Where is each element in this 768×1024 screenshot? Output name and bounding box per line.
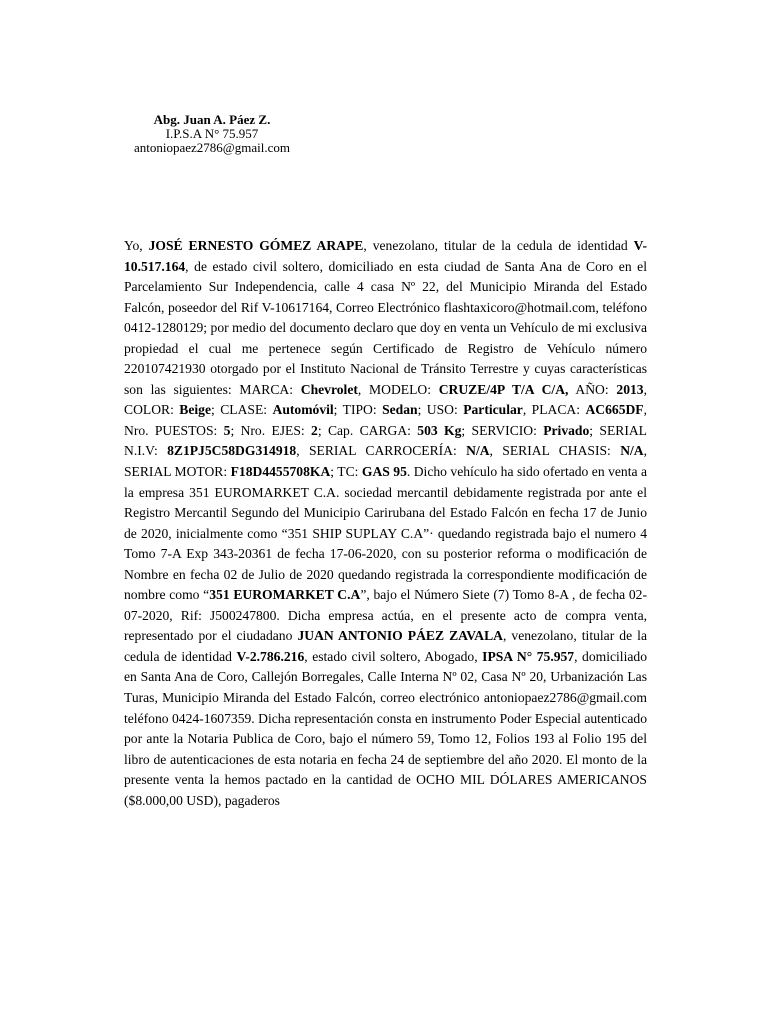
bold-run: 8Z1PJ5C58DG314918 [167,443,297,459]
bold-run: 2 [311,422,318,438]
bold-run: 2013 [616,381,644,397]
bold-run: 351 EUROMARKET C.A [209,587,361,603]
bold-run: Sedan [382,402,418,418]
text-run: ; USO: [417,402,464,418]
bold-run: JOSÉ ERNESTO GÓMEZ ARAPE [148,238,364,253]
bold-run: Automóvil [272,402,334,418]
bold-run: Beige [179,402,212,418]
bold-run: CRUZE/4P T/A C/A, [438,381,569,397]
bold-run: IPSA N° 75.957 [482,648,575,664]
bold-run: 5 [223,422,231,438]
text-run: , MODELO: [357,381,439,397]
lawyer-email: antoniopaez2786@gmail.com [133,140,290,155]
text-run: , domiciliado en Santa Ana de Coro, Callejón Borregales, Calle Interna Nº 02, Casa Nº 20, Urbanización Las Turas, Municipio Miranda del Estado Falcón, correo electrónico antoniopaez2786@gmail.com teléfono 0424-1607359. Dicha representación consta en instrumento Poder Especial autenticado por ante la Notaria Publica de Coro, bajo el número 59, Tomo 12, Folios 193 al Folio 195 del libro de autenticaciones de esta notaria en fecha 24 de septiembre del año 2020. El monto de la presente venta la hemos pactado en la cantidad de OCHO MIL DÓLARES AMERICANOS ($8.000,00 USD), pagaderos [124,648,647,808]
text-run: , SERIAL CHASIS: [489,443,621,459]
lawyer-name: Abg. Juan A. Páez Z. [153,112,271,127]
text-run: , de estado civil soltero, domiciliado en esta ciudad de Santa Ana de Coro en el Parcelamiento Sur Independencia, calle 4 casa Nº 22, del Municipio Miranda del Estado Falcón, poseedor del Rif V-10617164, Correo Electrónico flashtaxicoro@hotmail.com, teléfono 0412-1280129; por medio del documento declaro que doy en venta un Vehículo de mi exclusiva propiedad el cual me pertenece según Certificado de Registro de Vehículo número 220107421930 otorgado por el Instituto Nacional de Tránsito Terrestre y cuyas características son las siguientes: MARCA: [124,258,647,397]
bold-run: F18D4455708KA [230,464,331,480]
text-run: ; CLASE: [211,402,273,418]
bold-run: GAS 95 [361,464,407,480]
document-body [124,236,647,811]
bold-run: AC665DF [585,402,644,418]
bold-run: V-10.517.164 [124,238,647,274]
text-run: , venezolano, titular de la cedula de identidad [124,628,647,664]
text-run: ”, bajo el Número Siete (7) Tomo 8-A , de fecha 02-07-2020, Rif: J500247800. Dicha empresa actúa, en el presente acto de compra venta, representado por el ciudadano [124,587,648,644]
text-run: , estado civil soltero, Abogado, [304,648,483,664]
text-run: , venezolano, titular de la cedula de identidad [363,238,634,253]
text-run: , PLACA: [522,402,586,418]
text-run: , SERIAL MOTOR: [124,443,648,480]
text-run: ; TIPO: [333,402,383,418]
text-run: AÑO: [568,381,617,397]
text-run: , Nro. PUESTOS: [124,402,648,438]
ipsa-number: I.P.S.A N° 75.957 [165,126,259,141]
text-run: Yo, [124,238,149,253]
text-run: ; SERVICIO: [461,422,544,438]
bold-run: JUAN ANTONIO PÁEZ ZAVALA [297,628,503,644]
bold-run: Particular [463,402,523,418]
bold-run: 503 Kg [417,422,462,438]
text-run: ; SERIAL N.I.V: [124,422,647,459]
bold-run: V-2.786.216 [236,648,305,664]
letterhead [122,113,302,155]
bold-run: Chevrolet [300,381,358,397]
bold-run: N/A [620,443,644,459]
text-run: ; Cap. CARGA: [317,422,418,438]
bold-run: N/A [466,443,490,459]
text-run: , COLOR: [124,381,647,418]
text-run: ; Nro. EJES: [230,422,312,438]
text-run: , SERIAL CARROCERÍA: [296,443,467,459]
text-run: . Dicho vehículo ha sido ofertado en venta a la empresa 351 EUROMARKET C.A. sociedad mercantil debidamente registrada por ante el Registro Mercantil Segundo del Municipio Carirubana del Estado Falcón en fecha 17 de Junio de 2020, inicialmente como “351 SHIP SUPLAY C.A”· quedando registrada bajo el numero 4 Tomo 7-A Exp 343-20361 de fecha 17-06-2020, con su posterior reforma o modificación de Nombre en fecha 02 de Julio de 2020 quedando registrada la correspondiente modificación de nombre como “ [124,464,648,603]
text-run: ; TC: [330,464,362,480]
bold-run: Privado [543,422,590,438]
